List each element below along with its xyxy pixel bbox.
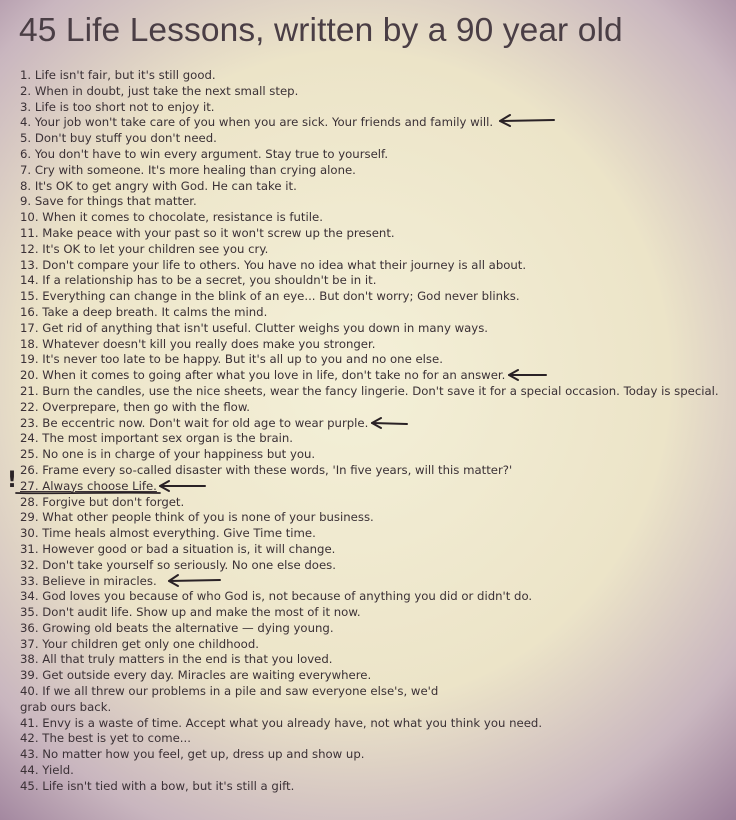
list-item [20,605,730,621]
list-item [20,716,730,732]
lesson-text: 42. The best is yet to come... [20,731,191,746]
list-item [20,574,730,590]
lesson-text: 35. Don't audit life. Show up and make the most of it now. [20,605,361,620]
lesson-text: 41. Envy is a waste of time. Accept what you already have, not what you think you need. [20,715,543,730]
list-item [20,416,730,432]
lesson-text: 28. Forgive but don't forget. [20,494,185,509]
lesson-text: 14. If a relationship has to be a secret, you shouldn't be in it. [20,273,377,288]
list-item-highlighted [20,479,730,495]
list-item [20,731,730,747]
lesson-text: 23. Be eccentric now. Don't wait for old age to wear purple. [20,415,369,430]
list-item [20,242,730,258]
page-title: 45 Life Lessons, written by a 90 year old [19,12,623,49]
list-item [20,400,730,416]
lesson-text: 5. Don't buy stuff you don't need. [20,131,217,146]
list-item [20,747,730,763]
lesson-text: 1. Life isn't fair, but it's still good. [20,68,216,82]
lesson-text: 30. Time heals almost everything. Give Time time. [20,526,316,541]
list-item [20,194,730,210]
lesson-text: 16. Take a deep breath. It calms the mind. [20,304,268,319]
lesson-text: 44. Yield. [20,763,74,778]
lesson-text: 17. Get rid of anything that isn't useful. Clutter weighs you down in many ways. [20,320,489,335]
list-item [20,147,730,163]
list-item [20,115,730,131]
lesson-text: 13. Don't compare your life to others. You have no idea what their journey is all about. [20,257,527,272]
list-item [20,779,730,795]
list-item [20,621,730,637]
list-item [20,179,730,195]
list-item [20,289,730,305]
lesson-text: 37. Your children get only one childhood. [20,636,259,651]
list-item [20,68,730,84]
lesson-text: 6. You don't have to win every argument. Stay true to yourself. [20,146,389,161]
list-item [20,447,730,463]
lesson-text: grab ours back. [20,699,112,714]
list-item [20,100,730,116]
list-item [20,652,730,668]
list-item [20,431,730,447]
lesson-text: 20. When it comes to going after what you love in life, don't take no for an answer. [20,368,506,383]
lesson-text: 34. God loves you because of who God is, not because of anything you did or didn't do. [20,589,533,604]
list-item [20,637,730,653]
list-item [20,321,730,337]
list-item [20,558,730,574]
lesson-text: 10. When it comes to chocolate, resistance is futile. [20,210,323,225]
list-item-continuation [20,700,730,716]
lesson-text: 24. The most important sex organ is the brain. [20,431,293,446]
list-item [20,226,730,242]
lesson-text: 11. Make peace with your past so it won't screw up the present. [20,225,395,240]
list-item [20,384,730,400]
lesson-text: 19. It's never too late to be happy. But it's all up to you and no one else. [20,352,443,367]
lesson-text: 21. Burn the candles, use the nice sheets, wear the fancy lingerie. Don't save it for a special occasion. Today is special. [20,383,719,398]
list-item [20,258,730,274]
list-item [20,273,730,289]
list-item [20,352,730,368]
lesson-text: 9. Save for things that matter. [20,194,197,209]
list-item [20,589,730,605]
list-item [20,510,730,526]
list-item [20,763,730,779]
lesson-text: 31. However good or bad a situation is, it will change. [20,541,336,556]
list-item [20,131,730,147]
lesson-text: 15. Everything can change in the blink of an eye... But don't worry; God never blinks. [20,289,520,304]
lesson-list [20,68,730,795]
lesson-text: 2. When in doubt, just take the next small step. [20,83,299,98]
list-item [20,684,730,700]
list-item [20,337,730,353]
lesson-text: 3. Life is too short not to enjoy it. [20,99,215,114]
lesson-text: 8. It's OK to get angry with God. He can take it. [20,178,297,193]
lesson-text: 29. What other people think of you is none of your business. [20,510,374,525]
lesson-text: 33. Believe in miracles. [20,573,157,588]
list-item [20,163,730,179]
lesson-text: 45. Life isn't tied with a bow, but it's still a gift. [20,778,295,793]
list-item [20,495,730,511]
list-item [20,463,730,479]
lesson-text: 7. Cry with someone. It's more healing than crying alone. [20,162,356,177]
lesson-text: 39. Get outside every day. Miracles are waiting everywhere. [20,668,372,683]
list-item [20,210,730,226]
lesson-text: 26. Frame every so-called disaster with these words, 'In five years, will this matter?' [20,462,513,477]
lesson-text: 40. If we all threw our problems in a pile and saw everyone else's, we'd [20,684,439,699]
lesson-text: 18. Whatever doesn't kill you really does make you stronger. [20,336,376,351]
lesson-text: 38. All that truly matters in the end is that you loved. [20,652,333,667]
lesson-text: 43. No matter how you feel, get up, dress up and show up. [20,747,365,762]
list-item [20,668,730,684]
lesson-text: 32. Don't take yourself so seriously. No one else does. [20,557,336,572]
list-item [20,542,730,558]
list-item [20,84,730,100]
lesson-text: 27. Always choose Life. [20,478,157,493]
lesson-text: 12. It's OK to let your children see you cry. [20,241,269,256]
exclamation-mark: ! [7,468,18,493]
lesson-text: 36. Growing old beats the alternative — dying young. [20,620,334,635]
list-item [20,305,730,321]
list-item [20,368,730,384]
list-item [20,526,730,542]
lesson-text: 22. Overprepare, then go with the flow. [20,399,251,414]
lesson-text: 25. No one is in charge of your happiness but you. [20,447,316,462]
lesson-text: 4. Your job won't take care of you when you are sick. Your friends and family will. [20,115,494,130]
